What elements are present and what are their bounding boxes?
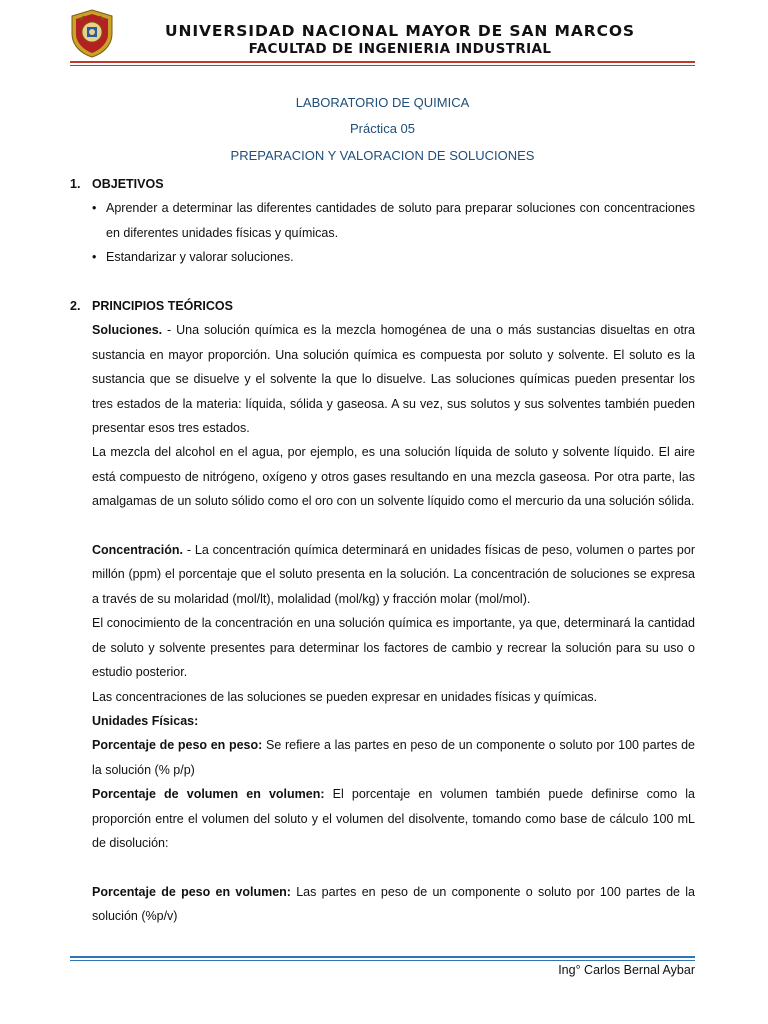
paragraph-text: Las partes en peso de un componente o soluto por 100 partes de la solución (%p/v) — [92, 884, 695, 924]
paragraph-mezcla: La mezcla del alcohol en el agua, por ejemplo, es una solución líquida de soluto y solvente líquido. El aire está compuesto de nitrógeno, oxígeno y otros gases resultando en una mezcla gaseosa. Por otra parte, las amalgamas de un soluto sólido como el oro con un solvente líquido como el mercurio da una solución sólida. — [92, 445, 695, 509]
header-divider — [70, 61, 695, 66]
university-name: UNIVERSIDAD NACIONAL MAYOR DE SAN MARCOS — [165, 22, 635, 40]
practice-number: Práctica 05 — [349, 121, 416, 136]
section-principios-heading — [70, 294, 695, 318]
footer-divider — [70, 956, 695, 961]
list-item — [92, 245, 695, 269]
list-item-text: Aprender a determinar las diferentes cantidades de soluto para preparar soluciones con concentraciones en diferentes unidades físicas y químicas. — [106, 201, 695, 240]
term-label: Soluciones. — [92, 323, 163, 338]
list-item-text: Estandarizar y valorar soluciones. — [106, 250, 294, 265]
list-item — [92, 196, 695, 245]
lab-title: LABORATORIO DE QUIMICA — [295, 95, 470, 110]
subheading-unidades — [92, 709, 695, 733]
document-body — [70, 172, 695, 929]
university-seal-icon — [68, 8, 116, 58]
paragraph-peso-peso — [92, 733, 695, 782]
paragraph-text: - Una solución química es la mezcla homogénea de una o más sustancias disueltas en otra sustancia en mayor proporción. Una solución química es compuesta por soluto y solvente. El soluto es la sustancia que se disuelve y el solvente la que lo disuelve. Las soluciones químicas pueden presentar los tres estados de la materia: líquida, sólida y gaseosa. A su vez, sus solutos y sus solventes también pueden presentar esos tres estados. — [92, 323, 695, 436]
faculty-name: FACULTAD DE INGENIERIA INDUSTRIAL — [248, 41, 552, 57]
bullet-icon: • — [92, 201, 97, 216]
footer-author: Ing° Carlos Bernal Aybar — [558, 963, 695, 977]
term-label: Porcentaje de peso en peso: — [92, 738, 263, 753]
section-title: PRINCIPIOS TEÓRICOS — [92, 299, 233, 314]
subheading-text: Unidades Físicas: — [92, 713, 199, 728]
paragraph-text: Se refiere a las partes en peso de un componente o soluto por 100 partes de la solución (% p/p) — [92, 738, 695, 777]
section-number: 1. — [70, 177, 81, 191]
term-label: Porcentaje de peso en volumen: — [92, 884, 291, 899]
term-label: Concentración. — [92, 543, 183, 558]
paragraph-conocimiento: El conocimiento de la concentración en una solución química es importante, ya que, determinará la cantidad de soluto y solvente presentes para determinar los factores de cambio y recrear la solución para su uso o estudio posterior. — [92, 616, 695, 680]
term-label: Porcentaje de volumen en volumen: — [92, 787, 325, 802]
paragraph-expresar: Las concentraciones de las soluciones se pueden expresar en unidades físicas y químicas. — [92, 689, 598, 704]
paragraph-text: - La concentración química determinará en unidades físicas de peso, volumen o partes por millón (ppm) el porcentaje que el soluto presenta en la solución. La concentración de soluciones se expresa a través de su molaridad (mol/lt), molalidad (mol/kg) y fracción molar (mol/mol). — [92, 543, 695, 606]
paragraph-volumen-volumen — [92, 782, 695, 855]
paragraph-concentracion — [92, 538, 695, 611]
paragraph-text: El porcentaje en volumen también puede definirse como la proporción entre el volumen del soluto y el volumen del disolvente, tomando como base de cálculo 100 mL de disolución: — [92, 787, 695, 850]
paragraph-peso-volumen — [92, 880, 695, 929]
objetivos-list — [70, 196, 695, 269]
section-objetivos-heading — [70, 172, 695, 196]
practice-topic: PREPARACION Y VALORACION DE SOLUCIONES — [230, 148, 535, 163]
paragraph-soluciones — [92, 318, 695, 440]
bullet-icon: • — [92, 250, 97, 265]
principios-body — [70, 318, 695, 928]
section-number: 2. — [70, 299, 81, 314]
section-title: OBJETIVOS — [92, 177, 164, 191]
